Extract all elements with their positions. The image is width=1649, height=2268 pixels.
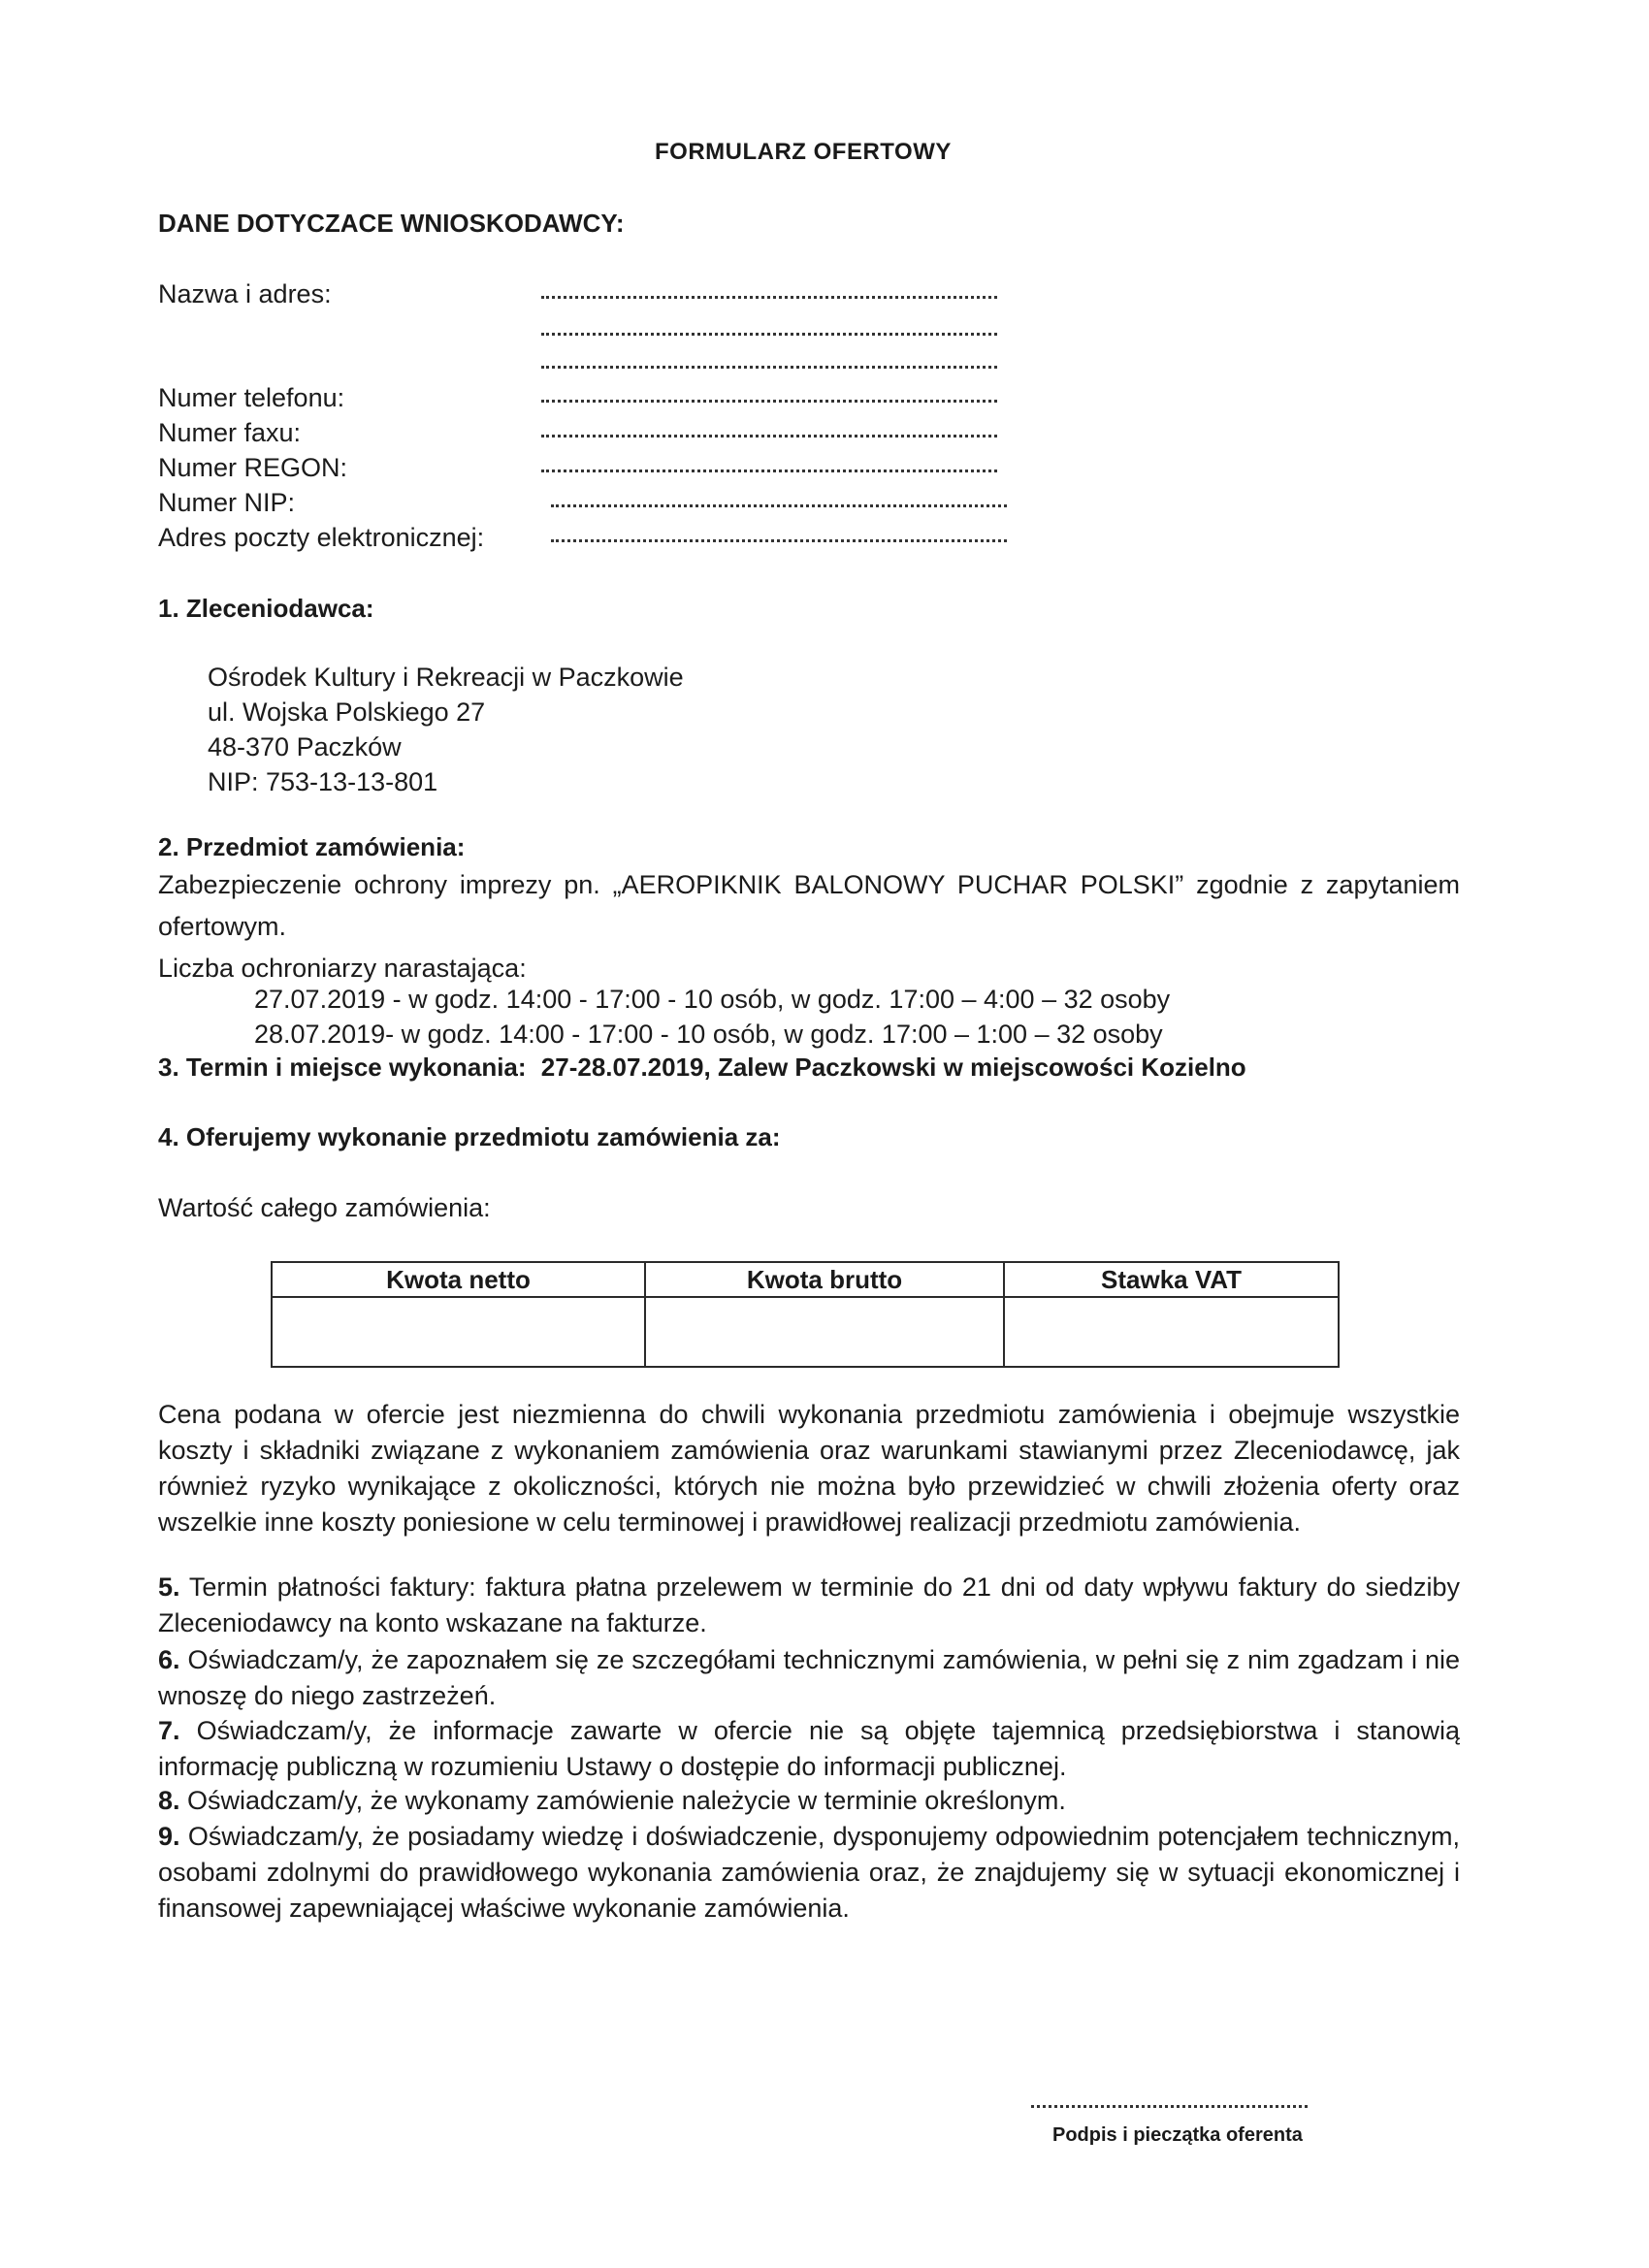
- order-value-label: Wartość całego zamówienia:: [158, 1193, 491, 1222]
- client-nip: NIP: 753-13-13-801: [208, 767, 438, 796]
- point-8-text: Oświadczam/y, że wykonamy zamówienie należycie w terminie określonym.: [187, 1786, 1066, 1815]
- client-street: ul. Wojska Polskiego 27: [208, 697, 486, 727]
- point-5-text: Termin płatności faktury: faktura płatna przelewem w terminie do 21 dni od daty wpływu faktury do siedziby Zleceniodawcy na konto wskazane na fakturze.: [158, 1572, 1460, 1637]
- price-note: Cena podana w ofercie jest niezmienna do chwili wykonania przedmiotu zamówienia i obejmuje wszystkie koszty i składniki związane z wykonaniem zamówienia oraz warunkami stawianymi przez Zleceniodawcę, jak również ryzyko wynikające z okoliczności, których nie można było przewidzieć w chwili złożenia oferty oraz wszelkie inne koszty poniesione w celu terminowej i prawidłowej realizacji przedmiotu zamówienia.: [158, 1400, 1460, 1537]
- field-blank-phone[interactable]: [541, 400, 997, 403]
- price-table-row: [272, 1297, 1339, 1367]
- field-blank-name-address-3[interactable]: [541, 366, 997, 369]
- cell-vat-rate[interactable]: [1004, 1297, 1339, 1367]
- applicant-heading: DANE DOTYCZACE WNIOSKODAWCY:: [158, 209, 625, 238]
- point-9: [158, 1819, 1460, 1927]
- field-label-email: Adres poczty elektronicznej:: [158, 523, 485, 552]
- price-table: [271, 1261, 1340, 1368]
- client-name: Ośrodek Kultury i Rekreacji w Paczkowie: [208, 663, 684, 692]
- point-9-number: 9.: [158, 1822, 180, 1851]
- schedule-day-1: 27.07.2019 - w godz. 14:00 - 17:00 - 10 osób, w godz. 17:00 – 4:00 – 32 osoby: [254, 985, 1171, 1014]
- client-city: 48-370 Paczków: [208, 732, 402, 761]
- point-6-text: Oświadczam/y, że zapoznałem się ze szczegółami technicznymi zamówienia, w pełni się z nim zgadzam i nie wnoszę do niego zastrzeżeń.: [158, 1645, 1460, 1710]
- cell-gross-amount[interactable]: [645, 1297, 1004, 1367]
- point-8: [158, 1783, 1460, 1819]
- signature-label: Podpis i pieczątka oferenta: [1052, 2124, 1303, 2146]
- point-7-text: Oświadczam/y, że informacje zawarte w ofercie nie są objęte tajemnicą przedsiębiorstwa i stanowią informację publiczną w rozumieniu Ustawy o dostępie do informacji publicznej.: [158, 1716, 1460, 1781]
- schedule-day-2: 28.07.2019- w godz. 14:00 - 17:00 - 10 osób, w godz. 17:00 – 1:00 – 32 osoby: [254, 1020, 1163, 1049]
- header-net-amount: Kwota netto: [272, 1262, 645, 1297]
- point-5-number: 5.: [158, 1572, 180, 1602]
- field-label-regon: Numer REGON:: [158, 453, 348, 482]
- field-label-name-address: Nazwa i adres:: [158, 279, 332, 308]
- signature-line[interactable]: [1031, 2105, 1308, 2108]
- field-label-fax: Numer faxu:: [158, 418, 302, 447]
- field-label-nip: Numer NIP:: [158, 488, 296, 517]
- field-blank-name-address-1[interactable]: [541, 296, 997, 299]
- field-label-phone: Numer telefonu:: [158, 383, 345, 412]
- page-title: FORMULARZ OFERTOWY: [655, 139, 952, 165]
- field-blank-regon[interactable]: [541, 470, 997, 472]
- point-6-number: 6.: [158, 1645, 180, 1674]
- price-table-header: [272, 1262, 1339, 1297]
- point-7: [158, 1713, 1460, 1785]
- point-5: [158, 1570, 1460, 1641]
- field-blank-nip[interactable]: [551, 504, 1007, 507]
- header-gross-amount: Kwota brutto: [645, 1262, 1004, 1297]
- field-blank-fax[interactable]: [541, 435, 997, 437]
- header-vat-rate: Stawka VAT: [1004, 1262, 1339, 1297]
- section3-heading: [158, 1053, 1246, 1083]
- order-subject: Zabezpieczenie ochrony imprezy pn. „AEROPIKNIK BALONOWY PUCHAR POLSKI” zgodnie z zapytaniem ofertowym.: [158, 870, 1460, 941]
- point-8-number: 8.: [158, 1786, 180, 1815]
- section4-heading: 4. Oferujemy wykonanie przedmiotu zamówienia za:: [158, 1122, 781, 1151]
- point-7-number: 7.: [158, 1716, 180, 1745]
- point-9-text: Oświadczam/y, że posiadamy wiedzę i doświadczenie, dysponujemy odpowiednim potencjałem technicznym, osobami zdolnymi do prawidłowego wykonania zamówienia oraz, że znajdujemy się w sytuacji ekonomicznej i finansowej zapewniającej właściwe wykonanie zamówienia.: [158, 1822, 1460, 1923]
- section3-value: 27-28.07.2019, Zalew Paczkowski w miejscowości Kozielno: [540, 1053, 1246, 1082]
- point-6: [158, 1642, 1460, 1714]
- section2-heading: 2. Przedmiot zamówienia:: [158, 832, 466, 861]
- section3-label: 3. Termin i miejsce wykonania:: [158, 1053, 527, 1082]
- field-blank-email[interactable]: [551, 539, 1007, 542]
- guards-label: Liczba ochroniarzy narastająca:: [158, 954, 527, 983]
- field-blank-name-address-2[interactable]: [541, 333, 997, 336]
- section1-heading: 1. Zleceniodawca:: [158, 594, 374, 623]
- cell-net-amount[interactable]: [272, 1297, 645, 1367]
